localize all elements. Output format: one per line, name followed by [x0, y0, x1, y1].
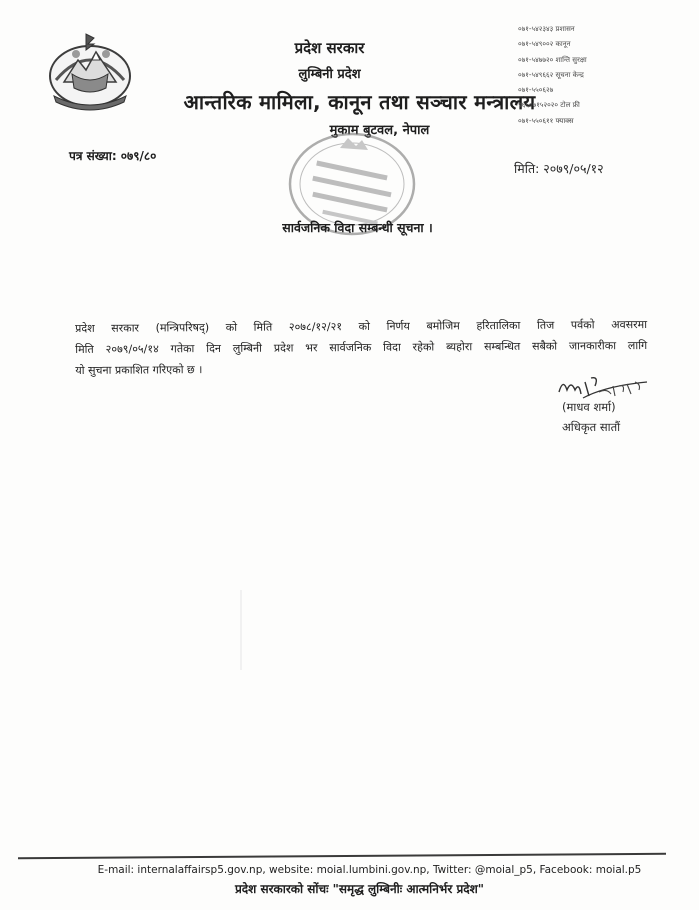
phone-item: ०७१-५४२३४३ प्रशासन	[518, 25, 575, 33]
body-line: मिति २०७९/०५/१४ गतेका दिन लुम्बिनी प्रदेश भर सार्वजनिक विदा रहेको ब्यहोरा सम्बन्धित सबैको जानकारीका लागि	[75, 339, 648, 356]
letter-date: मिति: २०७९/०५/१२	[514, 161, 604, 176]
scan-artifact	[240, 590, 242, 670]
footer-motto: प्रदेश सरकारको सोंचः "समृद्ध लुम्बिनीः आत्मनिर्भर प्रदेश"	[234, 882, 485, 896]
office-location: मुकाम बुटवल, नेपाल	[329, 123, 430, 138]
province-title: लुम्बिनी प्रदेश	[298, 67, 361, 82]
body-line: प्रदेश सरकार (मन्त्रिपरिषद्) को मिति २०७८/१२/२१ को निर्णय बमोजिम हरितालिका तिज पर्वको अवसरमा	[75, 318, 648, 335]
reference-number: पत्र संख्या: ०७९/८०	[69, 149, 157, 163]
signatory-name: (माधव शर्मा)	[562, 400, 616, 414]
government-title: प्रदेश सरकार	[294, 39, 365, 57]
letter-subject: सार्वजनिक विदा सम्बन्धी सूचना ।	[282, 220, 433, 235]
phone-item: ०७१-५४९००२ कानून	[518, 40, 571, 49]
footer-contact: E-mail: internalaffairsp5.gov.np, website: moial.lumbini.gov.np, Twitter: @moial_p5, Facebook: moial.p5	[97, 864, 642, 876]
phone-item: ०७१-५४९६६२ सूचना केन्द्र	[518, 70, 584, 79]
signatory-title: अधिकृत सातौं	[562, 420, 621, 434]
phone-list	[518, 22, 688, 129]
letter-body	[75, 314, 647, 381]
phone-item: ०७१-५४७७२० शान्ति सुरक्षा	[518, 55, 587, 64]
phone-item: ९६६०७१५२०२० टोल फ्री	[518, 101, 580, 110]
footer-divider	[18, 853, 666, 860]
body-line: यो सुचना प्रकाशित गरिएको छ ।	[75, 363, 203, 377]
phone-item: ०७१-५५०६२७	[518, 86, 554, 95]
ministry-title: आन्तरिक मामिला, कानून तथा सञ्चार मन्त्रालय	[183, 90, 536, 114]
phone-item: ०७१-५५०६११ फ्याक्स	[518, 116, 574, 125]
